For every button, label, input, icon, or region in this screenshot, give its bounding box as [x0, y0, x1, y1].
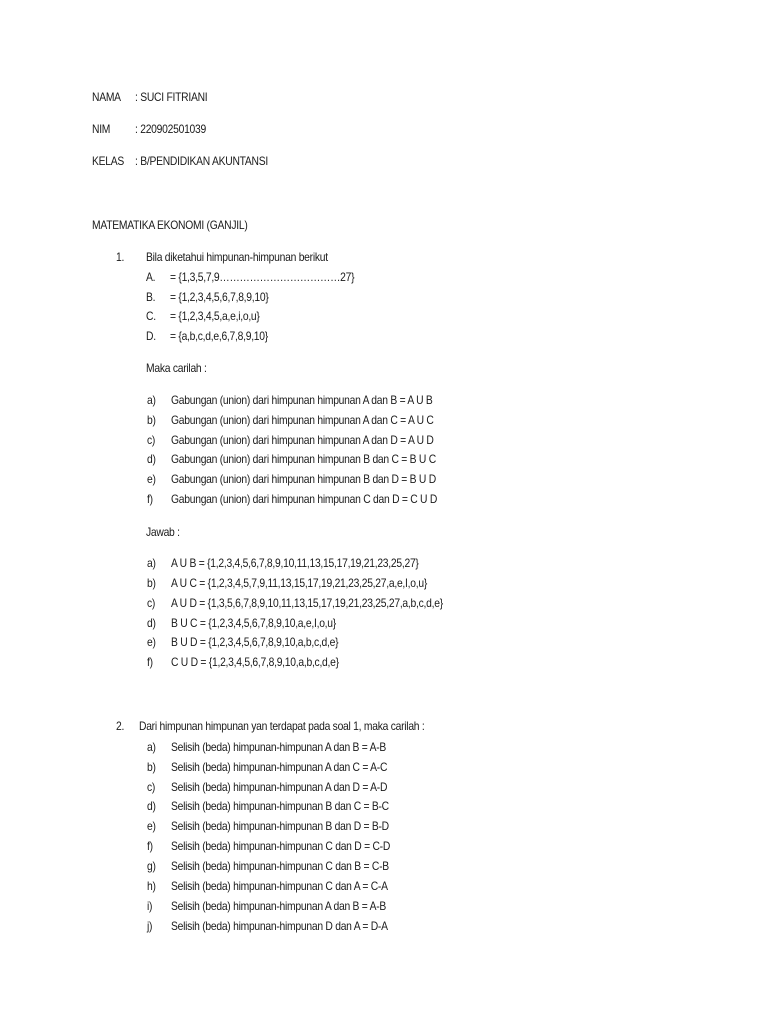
jawab-label: Jawab :	[146, 525, 180, 539]
set-label: A.	[146, 270, 156, 284]
question-text: Gabungan (union) dari himpunan himpunan A dan B = A U B	[171, 393, 433, 407]
question-text: Gabungan (union) dari himpunan himpunan C dan D = C U D	[171, 492, 438, 506]
question-text: Gabungan (union) dari himpunan himpunan B dan D = B U D	[171, 472, 436, 486]
q1-number: 1.	[116, 250, 125, 264]
question-label: c)	[147, 780, 156, 794]
nim-label: NIM	[92, 122, 111, 136]
answer-label: b)	[147, 576, 156, 590]
q2-number: 2.	[116, 719, 125, 733]
set-value: = {1,3,5,7,9………………………………27}	[170, 270, 355, 284]
question-label: b)	[147, 413, 156, 427]
nama-value: : SUCI FITRIANI	[135, 90, 208, 104]
question-label: g)	[147, 859, 156, 873]
question-label: e)	[147, 819, 156, 833]
question-text: Selisih (beda) himpunan-himpunan D dan A = D-A	[171, 919, 388, 933]
question-label: f)	[147, 492, 153, 506]
question-label: a)	[147, 393, 156, 407]
question-text: Selisih (beda) himpunan-himpunan A dan B = A-B	[171, 740, 387, 754]
question-label: f)	[147, 839, 153, 853]
set-value: = {a,b,c,d,e,6,7,8,9,10}	[170, 329, 268, 343]
answer-text: B U D = {1,2,3,4,5,6,7,8,9,10,a,b,c,d,e}	[171, 635, 339, 649]
question-label: a)	[147, 740, 156, 754]
answer-text: A U C = {1,2,3,4,5,7,9,11,13,15,17,19,21,23,25,27,a,e,I,o,u}	[171, 576, 428, 590]
kelas-value: : B/PENDIDIKAN AKUNTANSI	[135, 154, 268, 168]
nama-label: NAMA	[92, 90, 121, 104]
question-text: Gabungan (union) dari himpunan himpunan A dan C = A U C	[171, 413, 434, 427]
question-label: d)	[147, 799, 156, 813]
answer-label: a)	[147, 556, 156, 570]
nim-value: : 220902501039	[135, 122, 207, 136]
set-value: = {1,2,3,4,5,6,7,8,9,10}	[170, 290, 269, 304]
answer-text: C U D = {1,2,3,4,5,6,7,8,9,10,a,b,c,d,e}	[171, 655, 339, 669]
maka-carilah: Maka carilah :	[146, 361, 207, 375]
question-text: Selisih (beda) himpunan-himpunan A dan B = A-B	[171, 899, 387, 913]
question-label: j)	[147, 919, 153, 933]
question-text: Selisih (beda) himpunan-himpunan A dan D = A-D	[171, 780, 388, 794]
question-text: Selisih (beda) himpunan-himpunan C dan D = C-D	[171, 839, 391, 853]
answer-text: A U D = {1,3,5,6,7,8,9,10,11,13,15,17,19,21,23,25,27,a,b,c,d,e}	[171, 596, 443, 610]
set-label: C.	[146, 309, 156, 323]
answer-label: e)	[147, 635, 156, 649]
question-text: Selisih (beda) himpunan-himpunan A dan C = A-C	[171, 760, 388, 774]
answer-label: d)	[147, 616, 156, 630]
question-label: b)	[147, 760, 156, 774]
kelas-label: KELAS	[92, 154, 124, 168]
answer-text: A U B = {1,2,3,4,5,6,7,8,9,10,11,13,15,17,19,21,23,25,27}	[171, 556, 419, 570]
answer-text: B U C = {1,2,3,4,5,6,7,8,9,10,a,e,I,o,u}	[171, 616, 336, 630]
question-text: Selisih (beda) himpunan-himpunan C dan A = C-A	[171, 879, 388, 893]
question-label: c)	[147, 433, 156, 447]
q2-prompt: Dari himpunan himpunan yan terdapat pada soal 1, maka carilah :	[139, 719, 425, 733]
set-label: D.	[146, 329, 156, 343]
set-label: B.	[146, 290, 156, 304]
question-text: Selisih (beda) himpunan-himpunan B dan D = B-D	[171, 819, 389, 833]
question-label: h)	[147, 879, 156, 893]
question-text: Gabungan (union) dari himpunan himpunan A dan D = A U D	[171, 433, 434, 447]
answer-label: c)	[147, 596, 156, 610]
question-label: e)	[147, 472, 156, 486]
answer-label: f)	[147, 655, 153, 669]
question-text: Selisih (beda) himpunan-himpunan C dan B = C-B	[171, 859, 389, 873]
question-text: Gabungan (union) dari himpunan himpunan B dan C = B U C	[171, 452, 436, 466]
question-label: d)	[147, 452, 156, 466]
course-title: MATEMATIKA EKONOMI (GANJIL)	[92, 218, 248, 232]
question-label: i)	[147, 899, 153, 913]
q1-prompt: Bila diketahui himpunan-himpunan berikut	[146, 250, 328, 264]
set-value: = {1,2,3,4,5,a,e,i,o,u}	[170, 309, 260, 323]
question-text: Selisih (beda) himpunan-himpunan B dan C = B-C	[171, 799, 389, 813]
